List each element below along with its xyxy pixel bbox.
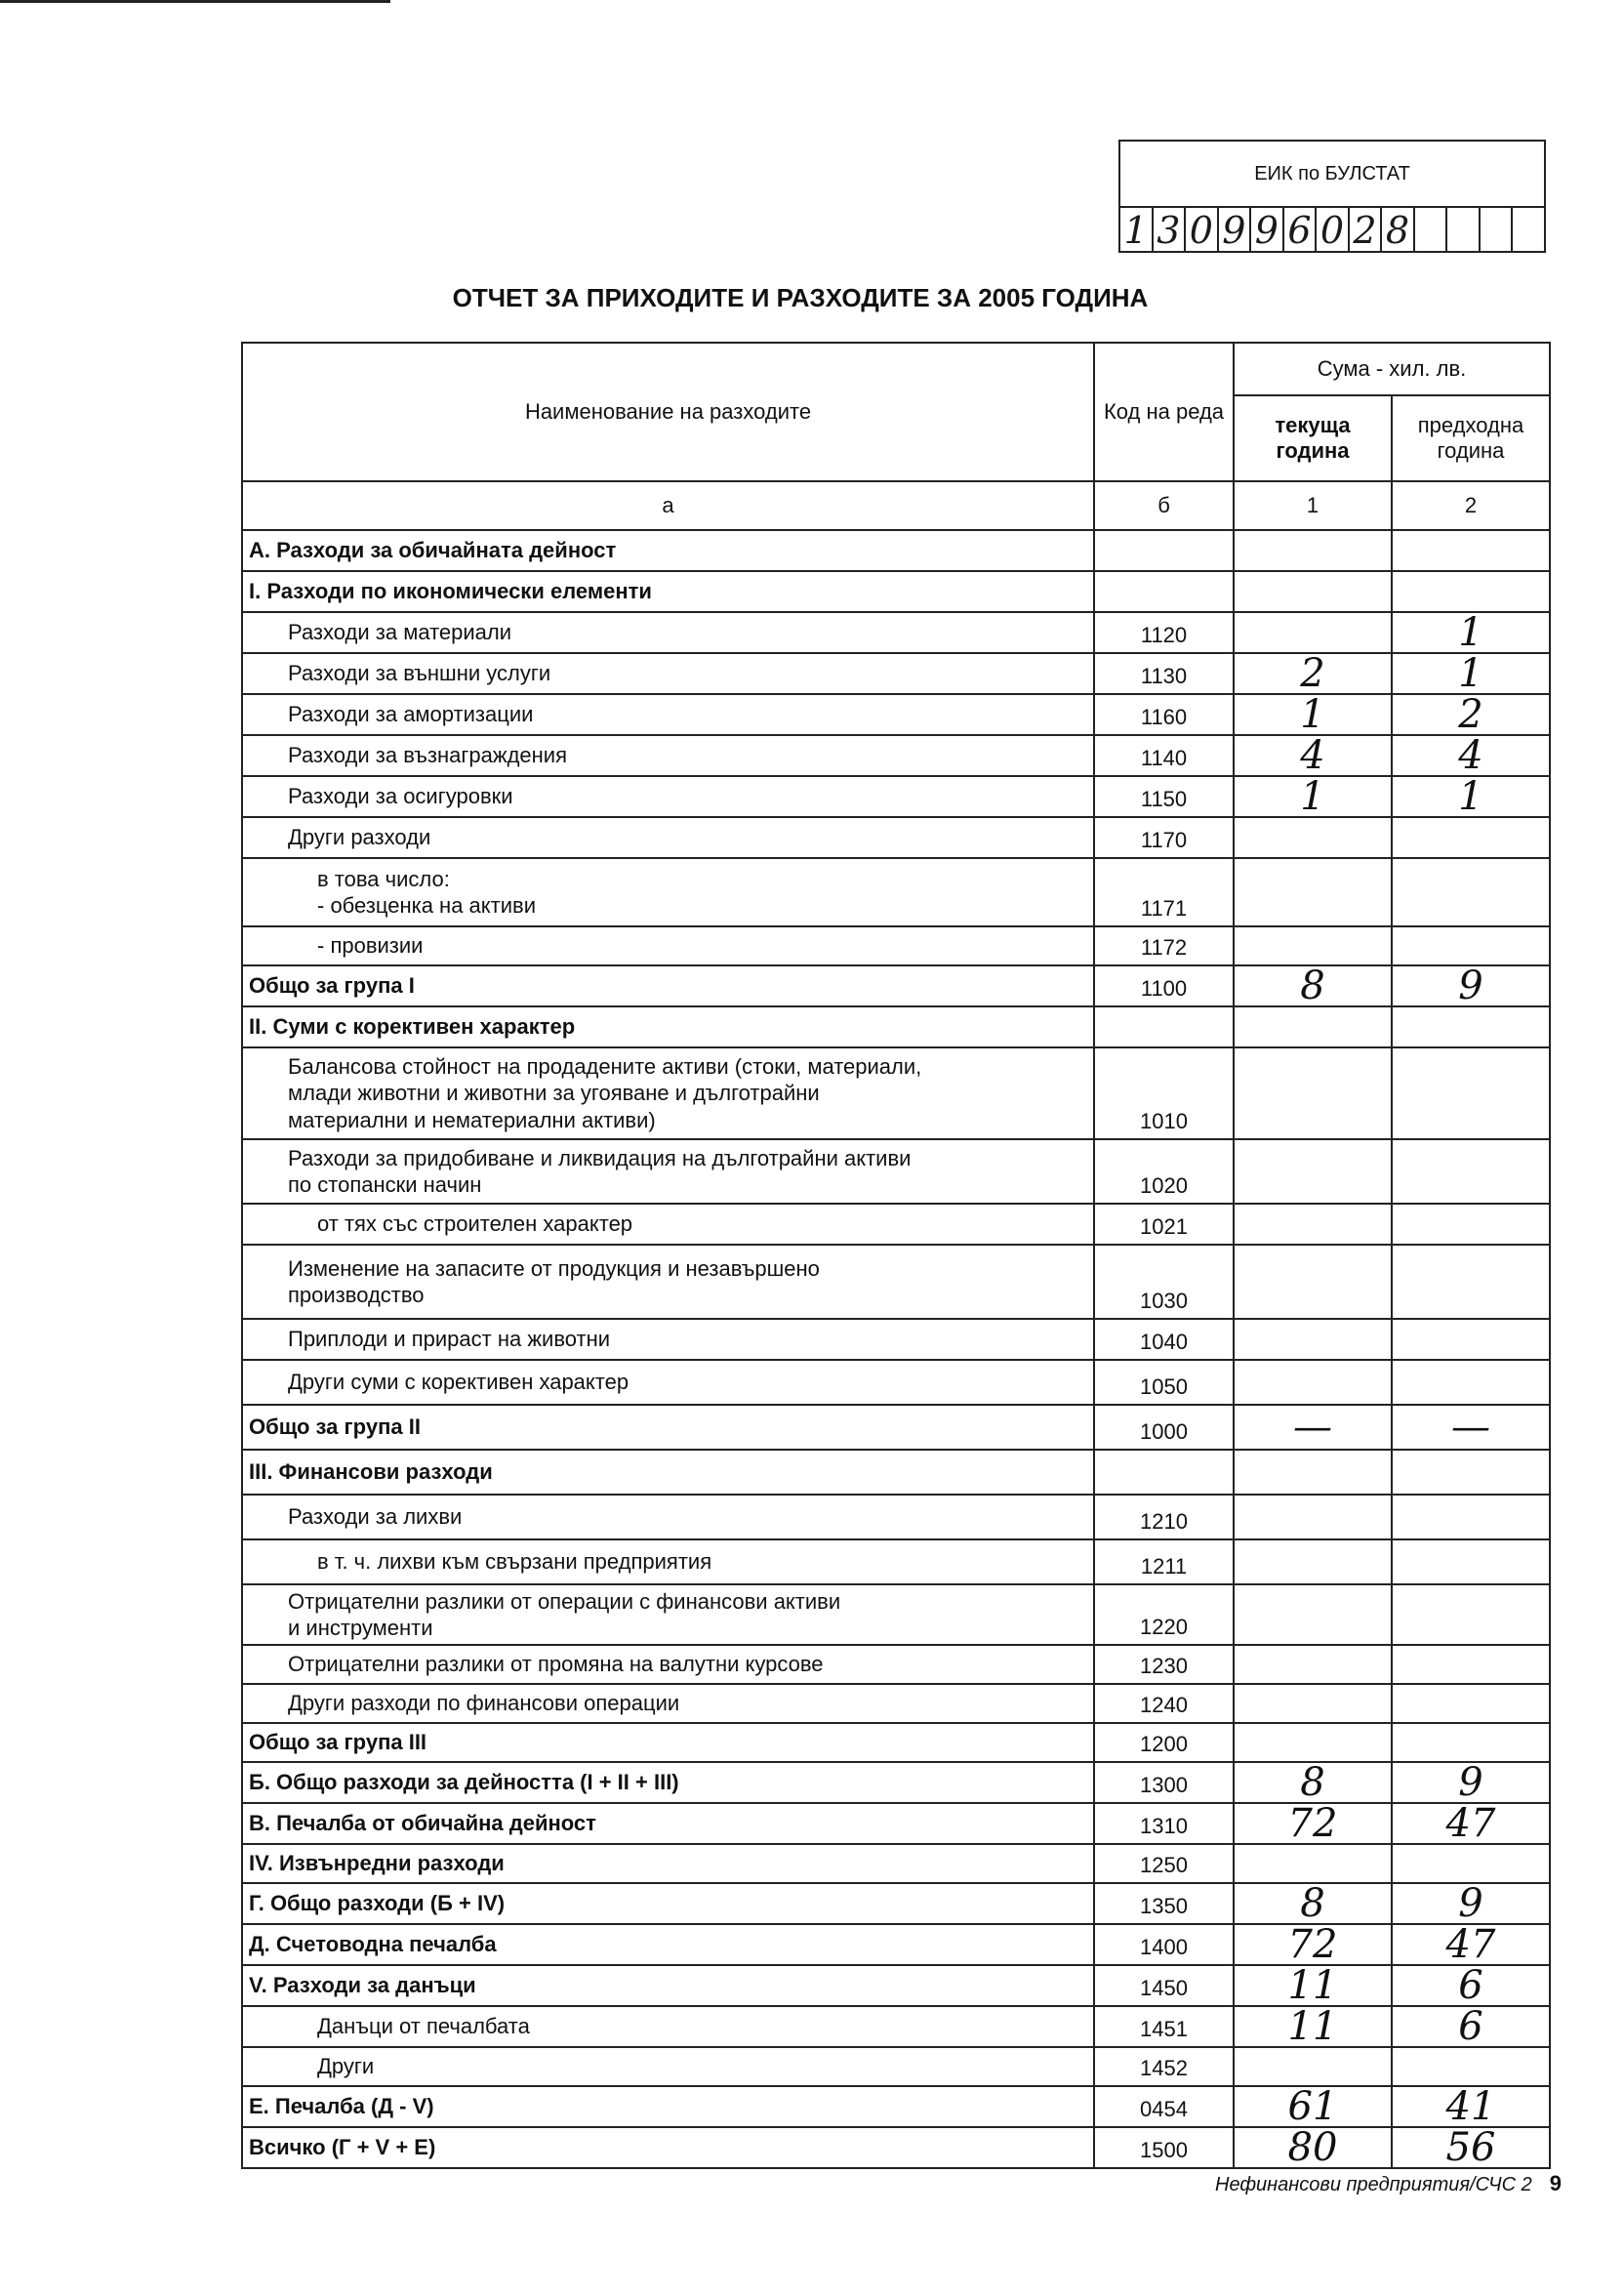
row-code (1094, 571, 1234, 612)
row-prior-value (1392, 1645, 1550, 1684)
row-label: Отрицателни разлики от операции с финансови активи и инструменти (242, 1584, 1094, 1645)
row-prior-value: 1 (1392, 612, 1550, 653)
row-current-value (1234, 1645, 1392, 1684)
table-row (242, 1844, 1550, 1883)
row-prior-value (1392, 1844, 1550, 1883)
row-label: Разходи за осигуровки (242, 776, 1094, 817)
row-code (1094, 1006, 1234, 1047)
row-prior-value (1392, 1539, 1550, 1584)
table-row (242, 2127, 1550, 2168)
row-current-value (1234, 1495, 1392, 1539)
header-row (242, 343, 1550, 395)
table-row (242, 1965, 1550, 2006)
table-row (242, 2047, 1550, 2086)
table-row (242, 1204, 1550, 1245)
row-label: Е. Печалба (Д - V) (242, 2086, 1094, 2127)
row-code: 1450 (1094, 1965, 1234, 2006)
row-current-value: — (1234, 1405, 1392, 1450)
row-code: 1452 (1094, 2047, 1234, 2086)
table-row (242, 776, 1550, 817)
row-prior-value (1392, 1139, 1550, 1204)
row-current-value: 61 (1234, 2086, 1392, 2127)
row-current-value (1234, 1047, 1392, 1139)
row-label: Други разходи по финансови операции (242, 1684, 1094, 1723)
table-row (242, 735, 1550, 776)
row-label: Г. Общо разходи (Б + IV) (242, 1883, 1094, 1924)
table-row (242, 817, 1550, 858)
column-index-row (242, 481, 1550, 530)
table-row (242, 694, 1550, 735)
row-prior-value (1392, 1360, 1550, 1405)
row-current-value: 11 (1234, 2006, 1392, 2047)
header-prior-year: предходна година (1392, 395, 1550, 481)
eik-digit: 1 (1120, 208, 1154, 253)
row-current-value: 4 (1234, 735, 1392, 776)
row-prior-value: 41 (1392, 2086, 1550, 2127)
row-prior-value (1392, 858, 1550, 926)
eik-label: ЕИК по БУЛСТАТ (1120, 142, 1544, 208)
table-row (242, 1883, 1550, 1924)
scan-top-edge-line (0, 0, 390, 3)
eik-digit (1513, 208, 1544, 253)
table-row (242, 571, 1550, 612)
row-current-value (1234, 612, 1392, 653)
row-code: 1310 (1094, 1803, 1234, 1844)
row-prior-value (1392, 1450, 1550, 1495)
table-row (242, 1495, 1550, 1539)
eik-digit: 3 (1154, 208, 1187, 253)
row-current-value: 72 (1234, 1924, 1392, 1965)
row-code (1094, 1450, 1234, 1495)
row-label: от тях със строителен характер (242, 1204, 1094, 1245)
table-row (242, 965, 1550, 1006)
row-label: Разходи за външни услуги (242, 653, 1094, 694)
table-row (242, 1405, 1550, 1450)
table-row (242, 2006, 1550, 2047)
row-label: Разходи за лихви (242, 1495, 1094, 1539)
expenses-table (241, 342, 1551, 2169)
row-prior-value: 9 (1392, 965, 1550, 1006)
row-prior-value (1392, 1245, 1550, 1319)
row-current-value: 8 (1234, 1762, 1392, 1803)
row-prior-value: 6 (1392, 1965, 1550, 2006)
table-row (242, 1539, 1550, 1584)
row-prior-value: 4 (1392, 735, 1550, 776)
report-title: ОТЧЕТ ЗА ПРИХОДИТЕ И РАЗХОДИТЕ ЗА 2005 ГОДИНА (452, 283, 1149, 312)
row-label: IV. Извънредни разходи (242, 1844, 1094, 1883)
row-label: III. Финансови разходи (242, 1450, 1094, 1495)
row-current-value (1234, 1319, 1392, 1360)
table-row (242, 1319, 1550, 1360)
row-label: Балансова стойност на продадените активи (стоки, материали, млади животни и животни за угояване и дълготрайни материални и нематериални активи) (242, 1047, 1094, 1139)
table-row (242, 1762, 1550, 1803)
row-code: 1171 (1094, 858, 1234, 926)
row-current-value: 1 (1234, 694, 1392, 735)
row-current-value (1234, 1684, 1392, 1723)
row-current-value (1234, 1360, 1392, 1405)
eik-digit (1447, 208, 1481, 253)
eik-digit (1481, 208, 1514, 253)
row-prior-value (1392, 571, 1550, 612)
row-code: 1211 (1094, 1539, 1234, 1584)
row-current-value: 2 (1234, 653, 1392, 694)
row-label: Общо за група III (242, 1723, 1094, 1762)
row-code: 1170 (1094, 817, 1234, 858)
row-label: в това число: - обезценка на активи (242, 858, 1094, 926)
row-label: Разходи за амортизации (242, 694, 1094, 735)
row-code: 1040 (1094, 1319, 1234, 1360)
eik-digit-cells (1120, 208, 1544, 253)
row-prior-value: 2 (1392, 694, 1550, 735)
row-prior-value (1392, 1204, 1550, 1245)
row-prior-value (1392, 2047, 1550, 2086)
row-code: 1150 (1094, 776, 1234, 817)
row-label: Всичко (Г + V + Е) (242, 2127, 1094, 2168)
col-index-2: 2 (1392, 481, 1550, 530)
row-label: Данъци от печалбата (242, 2006, 1094, 2047)
table-row (242, 1584, 1550, 1645)
header-sum: Сума - хил. лв. (1234, 343, 1550, 395)
row-label: в т. ч. лихви към свързани предприятия (242, 1539, 1094, 1584)
row-prior-value (1392, 1584, 1550, 1645)
row-prior-value (1392, 1495, 1550, 1539)
table-row (242, 926, 1550, 965)
footer-form-name: Нефинансови предприятия/СЧС 2 (1215, 2174, 1532, 2195)
row-prior-value: 9 (1392, 1762, 1550, 1803)
row-prior-value: 1 (1392, 776, 1550, 817)
table-row (242, 1006, 1550, 1047)
row-prior-value: 9 (1392, 1883, 1550, 1924)
row-label: Други (242, 2047, 1094, 2086)
row-current-value: 1 (1234, 776, 1392, 817)
row-code: 1160 (1094, 694, 1234, 735)
row-current-value: 72 (1234, 1803, 1392, 1844)
col-index-b: б (1094, 481, 1234, 530)
row-label: Общо за група II (242, 1405, 1094, 1450)
row-code: 1010 (1094, 1047, 1234, 1139)
row-label: Б. Общо разходи за дейността (I + II + III) (242, 1762, 1094, 1803)
header-name: Наименование на разходите (242, 343, 1094, 481)
row-code: 1200 (1094, 1723, 1234, 1762)
page-number: 9 (1549, 2171, 1562, 2195)
row-label: II. Суми с корективен характер (242, 1006, 1094, 1047)
row-code: 1050 (1094, 1360, 1234, 1405)
row-current-value (1234, 1584, 1392, 1645)
footer (1152, 2171, 1562, 2196)
row-label: Разходи за материали (242, 612, 1094, 653)
row-code: 1210 (1094, 1495, 1234, 1539)
row-label: Приплоди и прираст на животни (242, 1319, 1094, 1360)
table-row (242, 530, 1550, 571)
table-row (242, 1360, 1550, 1405)
col-index-a: а (242, 481, 1094, 530)
row-prior-value (1392, 1006, 1550, 1047)
header-current-year: текуща година (1234, 395, 1392, 481)
row-label: А. Разходи за обичайната дейност (242, 530, 1094, 571)
row-current-value (1234, 817, 1392, 858)
row-prior-value: 47 (1392, 1803, 1550, 1844)
row-current-value (1234, 571, 1392, 612)
table-row (242, 612, 1550, 653)
table-row (242, 653, 1550, 694)
row-prior-value (1392, 817, 1550, 858)
row-code: 1230 (1094, 1645, 1234, 1684)
row-label: Разходи за възнаграждения (242, 735, 1094, 776)
eik-box (1118, 140, 1546, 253)
row-prior-value: — (1392, 1405, 1550, 1450)
row-label: Д. Счетоводна печалба (242, 1924, 1094, 1965)
row-label: В. Печалба от обичайна дейност (242, 1803, 1094, 1844)
row-prior-value (1392, 1723, 1550, 1762)
table-row (242, 1047, 1550, 1139)
table-row (242, 1139, 1550, 1204)
eik-digit: 6 (1284, 208, 1318, 253)
row-label: Изменение на запасите от продукция и незавършено производство (242, 1245, 1094, 1319)
row-label: V. Разходи за данъци (242, 1965, 1094, 2006)
row-label: Други суми с корективен характер (242, 1360, 1094, 1405)
row-current-value (1234, 1450, 1392, 1495)
row-code: 1220 (1094, 1584, 1234, 1645)
table-row (242, 1684, 1550, 1723)
eik-digit: 0 (1186, 208, 1219, 253)
row-code: 1120 (1094, 612, 1234, 653)
row-prior-value (1392, 1684, 1550, 1723)
eik-digit: 9 (1219, 208, 1252, 253)
row-label: I. Разходи по икономически елементи (242, 571, 1094, 612)
row-prior-value: 47 (1392, 1924, 1550, 1965)
row-label: Други разходи (242, 817, 1094, 858)
table-row (242, 1645, 1550, 1684)
row-code: 1240 (1094, 1684, 1234, 1723)
row-code: 1300 (1094, 1762, 1234, 1803)
row-code: 1172 (1094, 926, 1234, 965)
row-code: 1350 (1094, 1883, 1234, 1924)
row-prior-value: 6 (1392, 2006, 1550, 2047)
row-code: 1500 (1094, 2127, 1234, 2168)
table-row (242, 1924, 1550, 1965)
row-prior-value (1392, 1319, 1550, 1360)
eik-digit: 8 (1382, 208, 1415, 253)
row-code (1094, 530, 1234, 571)
row-current-value: 80 (1234, 2127, 1392, 2168)
table-row (242, 858, 1550, 926)
eik-digit: 2 (1350, 208, 1383, 253)
row-current-value (1234, 926, 1392, 965)
eik-digit: 0 (1317, 208, 1350, 253)
row-label: Разходи за придобиване и ликвидация на дълготрайни активи по стопански начин (242, 1139, 1094, 1204)
row-prior-value (1392, 1047, 1550, 1139)
row-current-value (1234, 1204, 1392, 1245)
row-current-value (1234, 1844, 1392, 1883)
table-row (242, 1803, 1550, 1844)
row-code: 1250 (1094, 1844, 1234, 1883)
row-current-value (1234, 1139, 1392, 1204)
row-prior-value (1392, 926, 1550, 965)
row-code: 1130 (1094, 653, 1234, 694)
row-current-value: 11 (1234, 1965, 1392, 2006)
row-current-value (1234, 1723, 1392, 1762)
row-prior-value: 1 (1392, 653, 1550, 694)
table-row (242, 1245, 1550, 1319)
table-row (242, 2086, 1550, 2127)
row-code: 1100 (1094, 965, 1234, 1006)
row-current-value (1234, 530, 1392, 571)
row-code: 0454 (1094, 2086, 1234, 2127)
row-current-value (1234, 2047, 1392, 2086)
table-row (242, 1723, 1550, 1762)
row-label: Общо за група I (242, 965, 1094, 1006)
row-current-value: 8 (1234, 1883, 1392, 1924)
eik-digit (1415, 208, 1448, 253)
eik-digit: 9 (1251, 208, 1284, 253)
row-code: 1021 (1094, 1204, 1234, 1245)
row-current-value: 8 (1234, 965, 1392, 1006)
row-prior-value: 56 (1392, 2127, 1550, 2168)
row-code: 1030 (1094, 1245, 1234, 1319)
row-label: Отрицателни разлики от промяна на валутни курсове (242, 1645, 1094, 1684)
row-current-value (1234, 1245, 1392, 1319)
row-prior-value (1392, 530, 1550, 571)
row-code: 1451 (1094, 2006, 1234, 2047)
row-label: - провизии (242, 926, 1094, 965)
row-code: 1140 (1094, 735, 1234, 776)
row-current-value (1234, 1006, 1392, 1047)
row-code: 1000 (1094, 1405, 1234, 1450)
row-current-value (1234, 858, 1392, 926)
table-row (242, 1450, 1550, 1495)
col-index-1: 1 (1234, 481, 1392, 530)
row-current-value (1234, 1539, 1392, 1584)
row-code: 1020 (1094, 1139, 1234, 1204)
row-code: 1400 (1094, 1924, 1234, 1965)
header-code: Код на реда (1094, 343, 1234, 481)
